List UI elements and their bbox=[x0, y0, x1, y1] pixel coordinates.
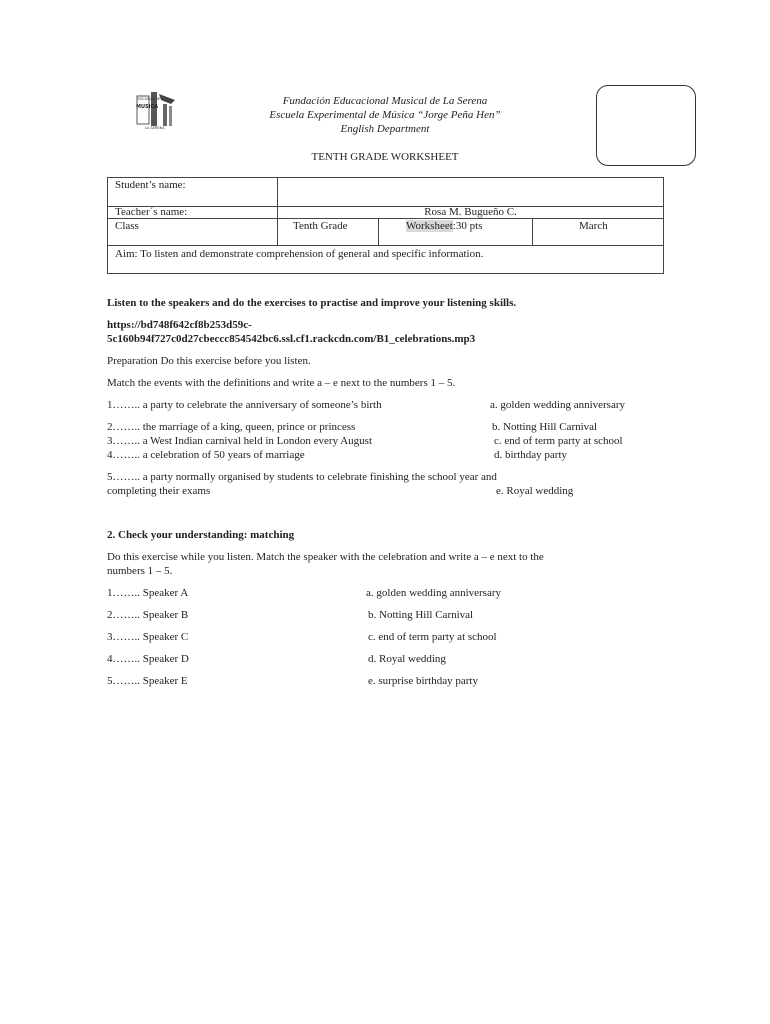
worksheet-title: TENTH GRADE WORKSHEET bbox=[311, 151, 459, 163]
exercise1-item: 4…….. a celebration of 50 years of marriage bbox=[107, 449, 305, 461]
listening-heading: Listen to the speakers and do the exercises to practise and improve your listening skills. bbox=[107, 297, 517, 309]
exercise1-option: a. golden wedding anniversary bbox=[490, 399, 626, 411]
header-department: English Department bbox=[340, 123, 430, 135]
exercise1-option: c. end of term party at school bbox=[494, 435, 623, 447]
exercise1-item: 1…….. a party to celebrate the anniversary of someone’s birth bbox=[107, 399, 382, 411]
speaker-item: 1…….. Speaker A bbox=[107, 587, 189, 599]
header-foundation: Fundación Educacional Musical de La Serena bbox=[282, 95, 488, 107]
class-label: Class bbox=[115, 220, 139, 232]
exercise1-option: e. Royal wedding bbox=[496, 485, 574, 497]
exercise1-item: 2…….. the marriage of a king, queen, prince or princess bbox=[107, 421, 356, 433]
exercise2-instruction-line1: Do this exercise while you listen. Match the speaker with the celebration and write a – e next to the bbox=[107, 551, 544, 563]
aim-text: Aim: To listen and demonstrate comprehension of general and specific information. bbox=[115, 248, 484, 260]
logo-text-bottom: LA SERENA bbox=[145, 126, 165, 130]
class-value: Tenth Grade bbox=[293, 220, 348, 232]
header-school: Escuela Experimental de Música “Jorge Peña Hen” bbox=[269, 109, 501, 121]
teacher-name-label: Teacher´s name: bbox=[115, 206, 188, 218]
exercise2-instruction-line2: numbers 1 – 5. bbox=[107, 565, 173, 577]
exercise1-option: b. Notting Hill Carnival bbox=[492, 421, 598, 433]
exercise1-instruction: Match the events with the definitions and write a – e next to the numbers 1 – 5. bbox=[107, 377, 456, 389]
audio-link-line2[interactable]: 5c160b94f727c0d27cbeccc854542bc6.ssl.cf1.rackcdn.com/B1_celebrations.mp3 bbox=[107, 333, 476, 345]
table-divider bbox=[108, 218, 663, 219]
worksheet-value: :30 pts bbox=[452, 220, 483, 232]
logo-text-mid: MUSICA bbox=[136, 104, 159, 110]
exercise1-item: 5…….. a party normally organised by students to celebrate finishing the school year and bbox=[107, 471, 497, 483]
table-divider bbox=[108, 245, 663, 246]
exercise2-heading: 2. Check your understanding: matching bbox=[107, 529, 295, 541]
exercise2-option: a. golden wedding anniversary bbox=[366, 587, 502, 599]
speaker-item: 4…….. Speaker D bbox=[107, 653, 189, 665]
audio-link-line1[interactable]: https://bd748f642cf8b253d59c- bbox=[107, 319, 252, 331]
exercise2-option: e. surprise birthday party bbox=[368, 675, 478, 687]
exercise1-option: d. birthday party bbox=[494, 449, 568, 461]
preparation-text: Preparation Do this exercise before you listen. bbox=[107, 355, 311, 367]
logo-text-top: ESCUELA DE bbox=[138, 97, 161, 101]
exercise1-item: completing their exams bbox=[107, 485, 211, 497]
exercise1-item: 3…….. a West Indian carnival held in London every August bbox=[107, 435, 372, 447]
worksheet-points bbox=[406, 220, 482, 232]
speaker-item: 5…….. Speaker E bbox=[107, 675, 188, 687]
exercise2-option: c. end of term party at school bbox=[368, 631, 497, 643]
table-divider bbox=[532, 218, 533, 245]
info-table bbox=[107, 177, 664, 274]
worksheet-label: Worksheet bbox=[406, 220, 453, 232]
student-name-field[interactable] bbox=[278, 178, 663, 206]
exercise2-option: b. Notting Hill Carnival bbox=[368, 609, 474, 621]
speaker-item: 2…….. Speaker B bbox=[107, 609, 189, 621]
exercise2-option: d. Royal wedding bbox=[368, 653, 446, 665]
teacher-name-value: Rosa M. Bugueño C. bbox=[424, 206, 517, 218]
table-divider bbox=[378, 218, 379, 245]
student-name-label: Student’s name: bbox=[115, 179, 186, 191]
speaker-item: 3…….. Speaker C bbox=[107, 631, 189, 643]
month-value: March bbox=[579, 220, 608, 232]
